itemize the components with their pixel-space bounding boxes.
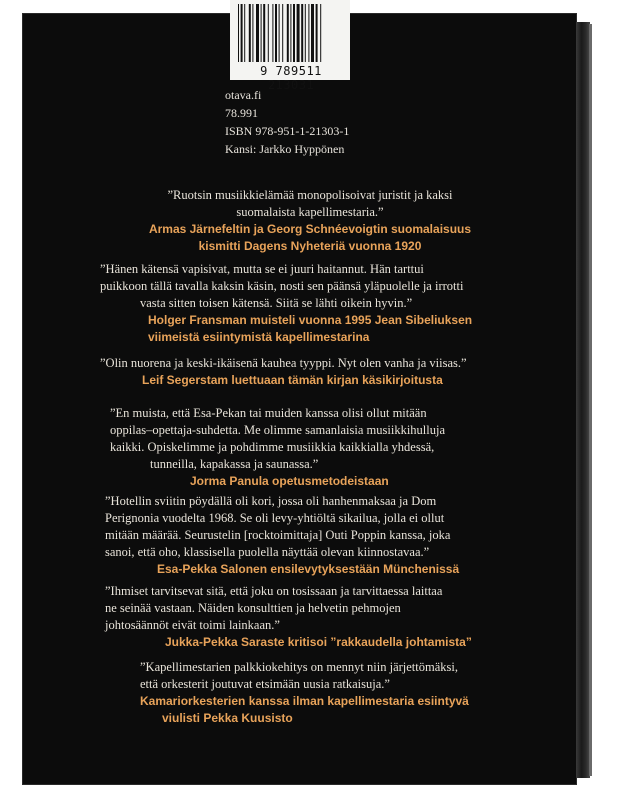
cover-credit: Kansi: Jarkko Hyppönen (225, 142, 345, 156)
quote-attribution: Kamariorkesterien kanssa ilman kapellimestaria esiintyvä (140, 694, 469, 708)
quote-attribution: Leif Segerstam luettuaan tämän kirjan käsikirjoitusta (142, 373, 443, 387)
quote-line: johtosäännöt eivät toimi lainkaan.” (105, 618, 280, 632)
quote-line: suomalaista kapellimestaria.” (236, 205, 384, 219)
classification-code: 78.991 (225, 106, 258, 120)
quote-block (105, 493, 525, 578)
quote-line: ”Ruotsin musiikkielämää monopolisoivat juristit ja kaksi (167, 188, 453, 202)
quote-block (100, 261, 520, 346)
quote-attribution: Armas Järnefeltin ja Georg Schnéevoigtin suomalaisuus (148, 222, 472, 236)
book-spine (576, 22, 590, 778)
quote-attribution: Holger Fransman muisteli vuonna 1995 Jean Sibeliuksen (148, 313, 473, 327)
quote-line: että orkesterit joutuvat etsimään uusia ratkaisuja.” (140, 677, 390, 691)
barcode-bars (238, 4, 344, 64)
quote-line: ”Ihmiset tarvitsevat sitä, että joku on tosissaan ja tarvittaessa laittaa (105, 584, 443, 598)
quote-block (140, 659, 520, 727)
barcode-number: 9 789511 213031 (260, 64, 322, 92)
quote-line: vasta sitten toisen kätensä. Siitä se lähti oikein hyvin.” (140, 296, 413, 310)
quote-block (140, 187, 480, 255)
quote-line: oppilas–opettaja-suhdetta. Me olimme samanlaisia musiikkihulluja (110, 423, 446, 437)
barcode (230, 0, 350, 92)
quote-line: ne seinää vastaan. Näiden konsulttien ja helvetin pehmojen (105, 601, 401, 615)
quote-attribution: Jorma Panula opetusmetodeistaan (190, 474, 389, 488)
quote-attribution: viimeistä esiintymistä kapellimestarina (148, 330, 370, 344)
quote-block (100, 355, 520, 389)
quote-line: ”Kapellimestarien palkkiokehitys on mennyt niin järjettömäksi, (140, 660, 458, 674)
quote-block (110, 405, 520, 490)
quote-line: ”Hänen kätensä vapisivat, mutta se ei juuri haitannut. Hän tarttui (100, 262, 424, 276)
quote-attribution: Jukka-Pekka Saraste kritisoi ”rakkaudella johtamista” (165, 635, 472, 649)
isbn: ISBN 978-951-1-21303-1 (225, 124, 350, 138)
publisher-info (225, 86, 425, 158)
quote-line: ”Hotellin sviitin pöydällä oli kori, jossa oli hanhenmaksaa ja Dom (105, 494, 437, 508)
quote-block (105, 583, 525, 651)
quote-line: sanoi, että oho, klassisella puolella näyttää olevan kiinnostavaa.” (105, 545, 430, 559)
spine-edge (589, 24, 592, 776)
quote-attribution: viulisti Pekka Kuusisto (162, 711, 293, 725)
quote-line: tunneilla, kapakassa ja saunassa.” (150, 457, 319, 471)
quote-line: puikkoon tällä tavalla kaksin käsin, nosti sen päänsä yläpuolelle ja irrotti (100, 279, 464, 293)
quote-attribution: kismitti Dagens Nyheteriä vuonna 1920 (198, 239, 422, 253)
quote-line: ”En muista, että Esa-Pekan tai muiden kanssa olisi ollut mitään (110, 406, 427, 420)
quote-line: ”Olin nuorena ja keski-ikäisenä kauhea tyyppi. Nyt olen vanha ja viisas.” (100, 356, 467, 370)
quote-line: Perignonia vuodelta 1968. Se oli levy-yhtiöltä sikailua, jolla ei ollut (105, 511, 445, 525)
quote-attribution: Esa-Pekka Salonen ensilevytyksestään Münchenissä (157, 562, 460, 576)
quote-line: kaikki. Opiskelimme ja pohdimme musiikkia kaikkialla yhdessä, (110, 440, 435, 454)
quote-line: mitään määrää. Seurustelin [rocktoimittaja] Outi Poppin kanssa, joka (105, 528, 451, 542)
publisher-website: otava.fi (225, 88, 262, 102)
